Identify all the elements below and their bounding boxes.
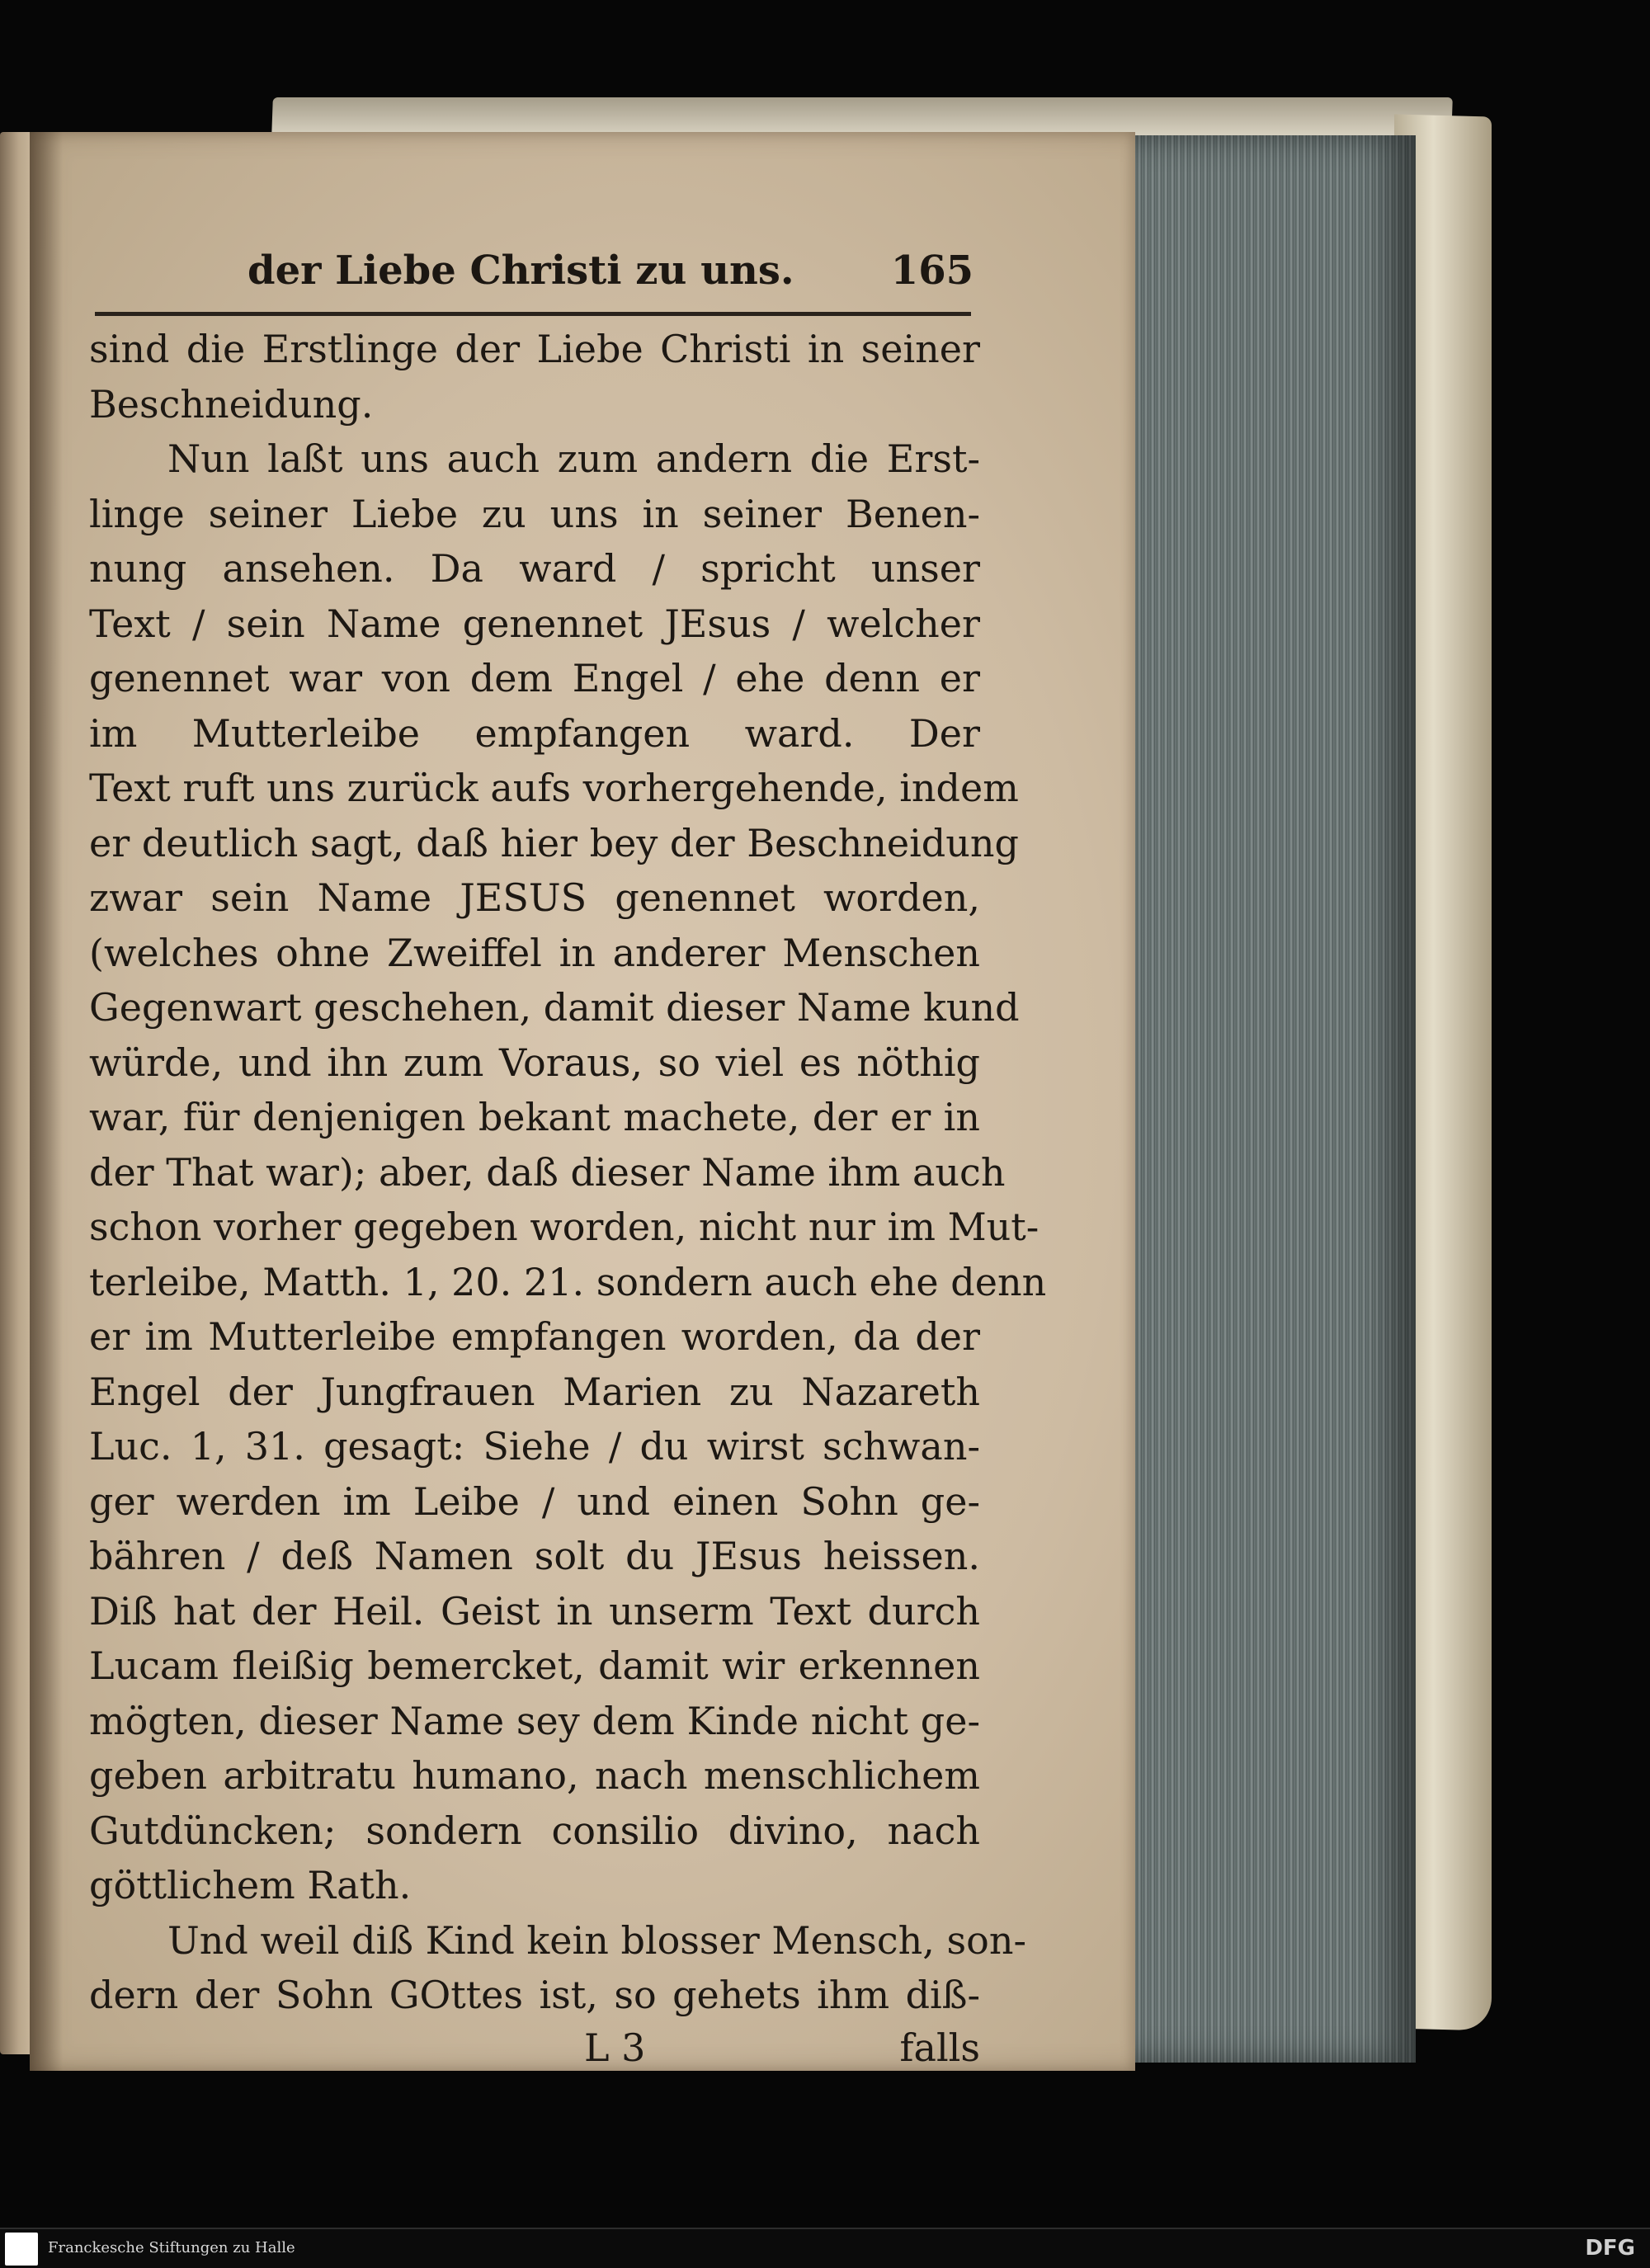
body-text	[89, 322, 1047, 2023]
page-header	[248, 248, 974, 297]
institution-name: Franckesche Stiftungen zu Halle	[48, 2239, 295, 2256]
dfg-logo: DFG	[1585, 2236, 1635, 2261]
text-line: der That war); aber, daß dieser Name ihm auch	[89, 1149, 1006, 1195]
text-line: sind die Erstlinge der Liebe Christi in seiner	[89, 327, 980, 371]
text-line: Nun laßt uns auch zum andern die Erst-	[167, 436, 980, 481]
text-line: Diß hat der Heil. Geist in unserm Text durch	[89, 1588, 980, 1634]
viewer-footer-bar	[0, 2228, 1650, 2268]
text-line: mögten, dieser Name sey dem Kinde nicht ge-	[89, 1698, 980, 1743]
text-line: Luc. 1, 31. gesagt: Siehe / du wirst schwan-	[89, 1424, 980, 1469]
text-line: Text ruft uns zurück aufs vorhergehende, indem	[89, 766, 1019, 810]
signature-mark: L 3	[584, 2025, 646, 2070]
text-line: Gegenwart geschehen, damit dieser Name kund	[89, 985, 1020, 1030]
text-line: Beschneidung.	[89, 381, 374, 427]
text-line: zwar sein Name JESUS genennet worden,	[89, 875, 980, 920]
book-cover-top-edge	[271, 97, 1453, 137]
page-block-edges	[1135, 135, 1416, 2063]
text-line: genennet war von dem Engel / ehe denn er	[89, 656, 980, 700]
text-line: Engel der Jungfrauen Marien zu Nazareth	[89, 1369, 980, 1414]
text-line: Lucam fleißig bemercket, damit wir erkennen	[89, 1643, 980, 1688]
facing-page-edge	[0, 132, 31, 2054]
catchword: falls	[899, 2025, 980, 2070]
page-footer-line	[89, 2025, 980, 2080]
text-line: göttlichem Rath.	[89, 1863, 412, 1907]
text-line: (welches ohne Zweiffel in anderer Menschen	[89, 930, 980, 975]
text-line: ger werden im Leibe / und einen Sohn ge-	[89, 1478, 980, 1524]
text-line: schon vorher gegeben worden, nicht nur im Mut-	[89, 1205, 1040, 1249]
running-head: der Liebe Christi zu uns.	[248, 248, 794, 294]
page-number: 165	[890, 248, 974, 294]
text-line: er deutlich sagt, daß hier bey der Beschneidung	[89, 820, 1019, 865]
page-gutter-shadow	[30, 132, 63, 2071]
text-line: im Mutterleibe empfangen ward. Der	[89, 710, 980, 756]
text-line: dern der Sohn GOttes ist, so gehets ihm diß-	[89, 1973, 980, 2017]
text-line: geben arbitratu humano, nach menschlichem	[89, 1753, 980, 1798]
text-line: linge seiner Liebe zu uns in seiner Benen-	[89, 491, 980, 536]
text-line: Und weil diß Kind kein blosser Mensch, son-	[167, 1917, 1026, 1963]
text-line: Text / sein Name genennet JEsus / welcher	[89, 601, 980, 646]
header-rule	[95, 312, 971, 316]
text-line: nung ansehen. Da ward / spricht unser	[89, 546, 980, 591]
book-photograph	[0, 124, 1502, 2087]
text-line: Gutdüncken; sondern consilio divino, nach	[89, 1808, 980, 1853]
text-line: würde, und ihn zum Voraus, so viel es nöthig	[89, 1040, 980, 1085]
text-line: war, für denjenigen bekant machete, der er in	[89, 1095, 980, 1139]
text-line: er im Mutterleibe empfangen worden, da der	[89, 1314, 980, 1359]
text-line: terleibe, Matth. 1, 20. 21. sondern auch ehe denn	[89, 1259, 1047, 1304]
text-line: bähren / deß Namen solt du JEsus heissen.	[89, 1534, 980, 1578]
institution-logo-icon	[5, 2233, 38, 2266]
